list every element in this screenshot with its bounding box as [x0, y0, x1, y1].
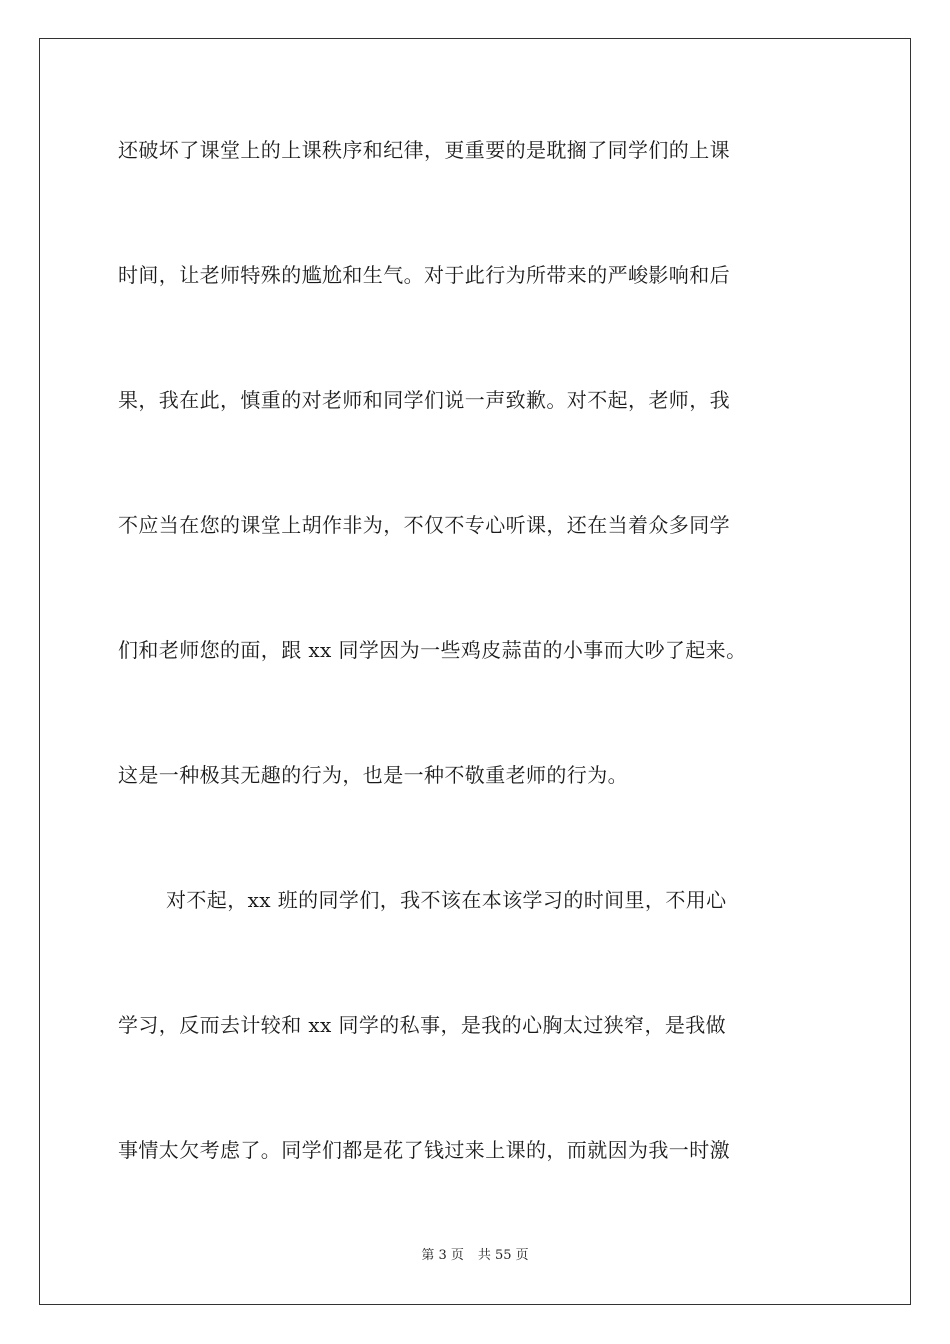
page-border: [39, 38, 911, 1305]
text-line: 还破坏了课堂上的上课秩序和纪律，更重要的是耽搁了同学们的上课: [118, 138, 730, 162]
text-line-indented: 对不起，xx 班的同学们，我不该在本该学习的时间里，不用心: [166, 888, 727, 912]
text-line: 时间，让老师特殊的尴尬和生气。对于此行为所带来的严峻影响和后: [118, 263, 730, 287]
text-line: 果，我在此，慎重的对老师和同学们说一声致歉。对不起，老师，我: [118, 388, 730, 412]
text-line: 们和老师您的面，跟 xx 同学因为一些鸡皮蒜苗的小事而大吵了起来。: [118, 638, 747, 662]
text-line: 不应当在您的课堂上胡作非为，不仅不专心听课，还在当着众多同学: [118, 513, 730, 537]
page-total: 共 55 页: [477, 1248, 529, 1263]
text-line: 这是一种极其无趣的行为，也是一种不敬重老师的行为。: [118, 763, 628, 787]
page-footer: [0, 1248, 950, 1264]
text-line: 事情太欠考虑了。同学们都是花了钱过来上课的，而就因为我一时激: [118, 1138, 730, 1162]
text-line: 学习，反而去计较和 xx 同学的私事，是我的心胸太过狭窄，是我做: [118, 1013, 727, 1037]
page-number: 第 3 页: [421, 1248, 464, 1263]
